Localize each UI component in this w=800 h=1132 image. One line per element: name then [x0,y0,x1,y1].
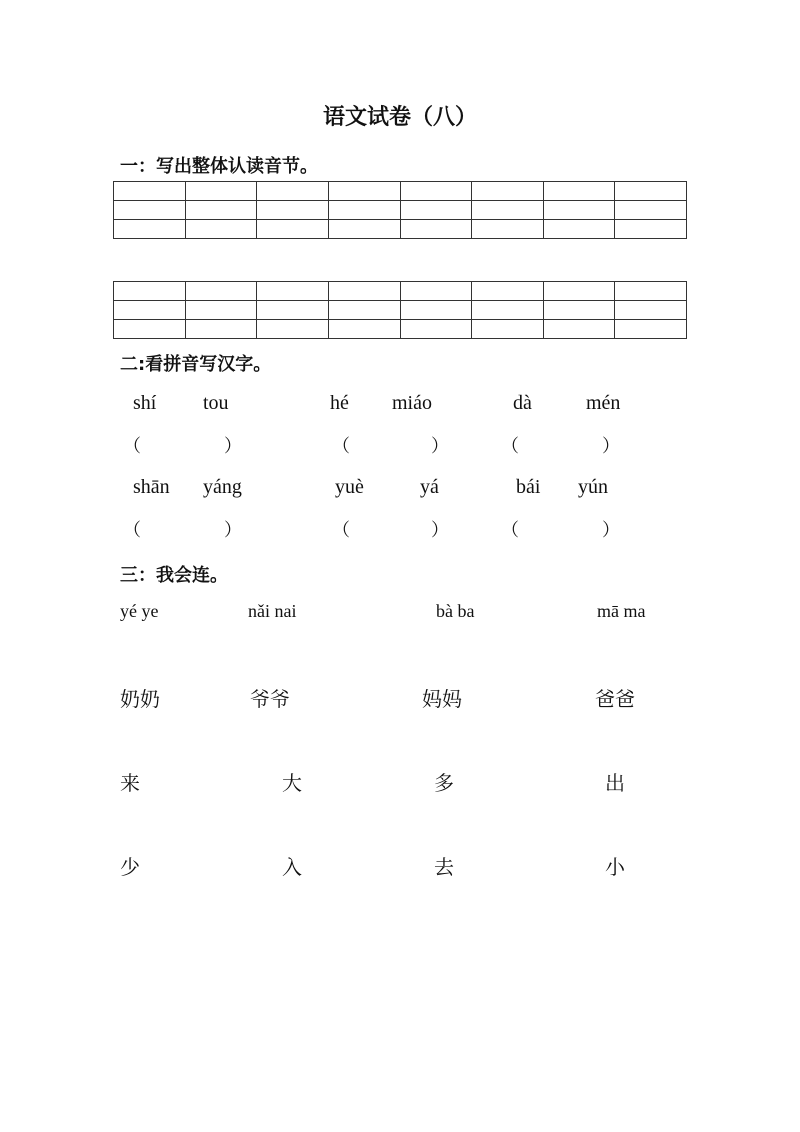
opposite-character: 多 [434,771,454,795]
pinyin-syllable: tou [203,392,229,414]
pinyin-syllable: yáng [203,476,242,498]
pinyin-syllable: bái [516,476,541,498]
pinyin-syllable: mén [586,392,621,414]
pinyin-syllable: shí [133,392,157,414]
section3-heading: 三：我会连。 [120,565,228,586]
opposite-character: 去 [434,855,454,879]
writing-grid-2 [113,281,687,339]
pinyin-syllable: miáo [392,392,432,414]
pinyin-syllable: shān [133,476,170,498]
answer-open-paren: （ [123,436,141,457]
opposite-character: 小 [605,855,625,879]
chinese-word: 奶奶 [120,687,160,711]
writing-grid-1 [113,181,687,239]
pinyin-syllable: yá [420,476,439,498]
answer-close-paren: ） [224,520,242,541]
answer-open-paren: （ [123,520,141,541]
pinyin-syllable: hé [330,392,349,414]
opposite-character: 出 [605,771,625,795]
section2-heading: 二:看拼音写汉字。 [120,354,272,375]
section1-heading: 一：写出整体认读音节。 [120,156,318,177]
pinyin-word: bà ba [436,601,475,621]
answer-open-paren: （ [332,436,350,457]
chinese-word: 爷爷 [250,687,290,711]
pinyin-syllable: dà [513,392,532,414]
chinese-word: 妈妈 [422,687,462,711]
answer-open-paren: （ [501,436,519,457]
answer-close-paren: ） [431,436,449,457]
page-title: 语文试卷（八） [322,105,477,130]
answer-open-paren: （ [332,520,350,541]
pinyin-word: mā ma [597,601,646,621]
answer-open-paren: （ [501,520,519,541]
answer-close-paren: ） [602,436,620,457]
answer-close-paren: ） [602,520,620,541]
chinese-word: 爸爸 [595,687,635,711]
opposite-character: 少 [120,855,140,879]
pinyin-word: nǎi nai [248,601,297,621]
opposite-character: 入 [282,855,302,879]
opposite-character: 大 [282,771,302,795]
answer-close-paren: ） [224,436,242,457]
pinyin-syllable: yuè [335,476,364,498]
answer-close-paren: ） [431,520,449,541]
pinyin-word: yé ye [120,601,159,621]
opposite-character: 来 [120,771,140,795]
pinyin-syllable: yún [578,476,608,498]
